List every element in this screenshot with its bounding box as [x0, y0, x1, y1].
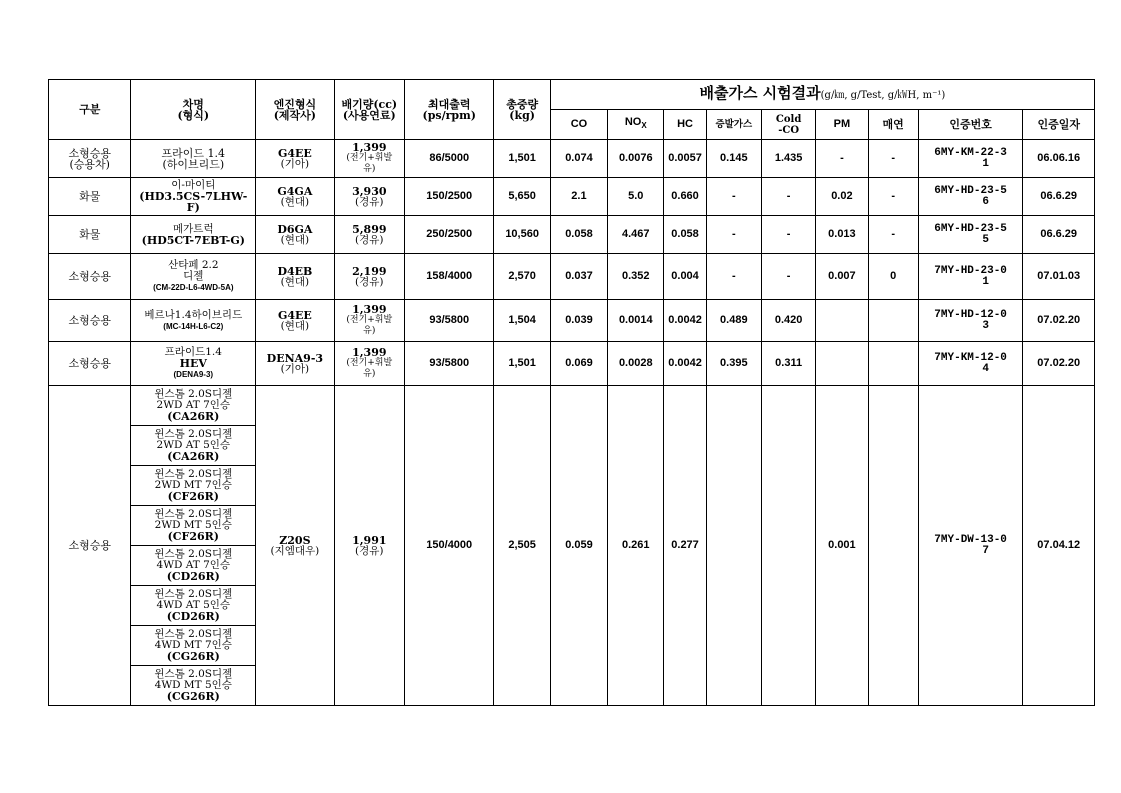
cell-co: 0.058	[550, 216, 607, 254]
cell-cert-date: 06.6.29	[1023, 216, 1095, 254]
cell-name: 윈스톰 2.0S디젤 2WD MT 7인승 (CF26R)	[131, 466, 256, 506]
cell-engine: DENA9-3 (기아)	[256, 342, 334, 386]
cell-engine: G4EE (기아)	[256, 140, 334, 178]
cell-hc: 0.277	[664, 386, 706, 706]
cell-cert-no: 7MY-HD-12-0 3	[918, 300, 1023, 342]
cell-nox: 0.0014	[608, 300, 664, 342]
cell-cert-date: 06.6.29	[1023, 178, 1095, 216]
cell-smoke: 0	[868, 254, 918, 300]
cell-evap: -	[706, 216, 761, 254]
cell-evap: 0.395	[706, 342, 761, 386]
cell-weight: 5,650	[494, 178, 550, 216]
cell-name: 윈스톰 2.0S디젤 4WD MT 7인승 (CG26R)	[131, 626, 256, 666]
cell-pm: 0.001	[816, 386, 868, 706]
cell-category: 소형승용 (승용차)	[49, 140, 131, 178]
cell-cold-co: 0.420	[761, 300, 815, 342]
cell-pm: 0.013	[816, 216, 868, 254]
cell-nox: 4.467	[608, 216, 664, 254]
header-engine: 엔진형식 (제작사)	[256, 80, 334, 140]
cell-smoke: -	[868, 216, 918, 254]
cell-disp: 3,930 (경유)	[334, 178, 404, 216]
cell-category: 화물	[49, 216, 131, 254]
cell-cold-co: -	[761, 254, 815, 300]
cell-name: 윈스톰 2.0S디젤 2WD MT 5인승 (CF26R)	[131, 506, 256, 546]
cell-name: 프라이드1.4 HEV (DENA9-3)	[131, 342, 256, 386]
cell-cert-no: 6MY-HD-23-5 5	[918, 216, 1023, 254]
cell-name: 메가트럭 (HD5CT-7EBT-G)	[131, 216, 256, 254]
cell-cert-no: 7MY-KM-12-0 4	[918, 342, 1023, 386]
cell-pm: 0.02	[816, 178, 868, 216]
cell-cert-date: 06.06.16	[1023, 140, 1095, 178]
header-smoke: 매연	[868, 110, 918, 140]
cell-hc: 0.004	[664, 254, 706, 300]
cell-disp: 1,991 (경유)	[334, 386, 404, 706]
cell-weight: 1,501	[494, 342, 550, 386]
cell-co: 0.059	[550, 386, 607, 706]
cell-nox: 5.0	[608, 178, 664, 216]
cell-pm	[816, 300, 868, 342]
header-co: CO	[550, 110, 607, 140]
header-cold-co: Cold -CO	[761, 110, 815, 140]
cell-engine: G4GA (현대)	[256, 178, 334, 216]
cell-weight: 2,570	[494, 254, 550, 300]
table-row	[49, 216, 1095, 254]
cell-category: 소형승용	[49, 342, 131, 386]
cell-cold-co: -	[761, 178, 815, 216]
cell-name: 윈스톰 2.0S디젤 4WD AT 5인승 (CD26R)	[131, 586, 256, 626]
cell-output: 150/2500	[404, 178, 494, 216]
cell-cold-co: 0.311	[761, 342, 815, 386]
cell-co: 0.039	[550, 300, 607, 342]
cell-nox: 0.0076	[608, 140, 664, 178]
cell-hc: 0.660	[664, 178, 706, 216]
cell-smoke	[868, 342, 918, 386]
cell-smoke	[868, 300, 918, 342]
cell-cert-no: 6MY-KM-22-3 1	[918, 140, 1023, 178]
cell-co: 0.037	[550, 254, 607, 300]
cell-disp: 1,399 (전기+휘발 유)	[334, 300, 404, 342]
cell-co: 0.069	[550, 342, 607, 386]
header-gross-weight: 총중량 (kg)	[494, 80, 550, 140]
cell-weight: 2,505	[494, 386, 550, 706]
cell-name: 윈스톰 2.0S디젤 4WD AT 7인승 (CD26R)	[131, 546, 256, 586]
cell-cold-co: 1.435	[761, 140, 815, 178]
header-hc: HC	[664, 110, 706, 140]
cell-nox: 0.352	[608, 254, 664, 300]
cell-disp: 1,399 (전기+휘발 유)	[334, 342, 404, 386]
cell-smoke: -	[868, 178, 918, 216]
header-nox: $NO_X$	[608, 110, 664, 140]
cell-co: 2.1	[550, 178, 607, 216]
table-row	[49, 342, 1095, 386]
table-row	[49, 254, 1095, 300]
cell-name: 윈스톰 2.0S디젤 2WD AT 7인승 (CA26R)	[131, 386, 256, 426]
cell-engine: G4EE (현대)	[256, 300, 334, 342]
cell-name: 산타페 2.2 디젤 (CM-22D-L6-4WD-5A)	[131, 254, 256, 300]
cell-engine: Z20S (지엠대우)	[256, 386, 334, 706]
table-row	[49, 386, 1095, 426]
header-cert-no: 인증번호	[918, 110, 1023, 140]
table-row	[49, 300, 1095, 342]
header-cert-date: 인증일자	[1023, 110, 1095, 140]
header-results	[550, 80, 1094, 110]
cell-category: 소형승용	[49, 254, 131, 300]
cell-disp: 5,899 (경유)	[334, 216, 404, 254]
cell-engine: D6GA (현대)	[256, 216, 334, 254]
cell-hc: 0.058	[664, 216, 706, 254]
table-row	[49, 140, 1095, 178]
emission-test-table	[48, 79, 1095, 706]
cell-hc: 0.0042	[664, 342, 706, 386]
cell-nox: 0.0028	[608, 342, 664, 386]
cell-cert-date: 07.02.20	[1023, 300, 1095, 342]
cell-pm: 0.007	[816, 254, 868, 300]
cell-hc: 0.0057	[664, 140, 706, 178]
cell-weight: 1,501	[494, 140, 550, 178]
cell-output: 158/4000	[404, 254, 494, 300]
table-row	[49, 178, 1095, 216]
cell-cert-no: 6MY-HD-23-5 6	[918, 178, 1023, 216]
cell-co: 0.074	[550, 140, 607, 178]
cell-evap: 0.145	[706, 140, 761, 178]
cell-output: 250/2500	[404, 216, 494, 254]
cell-cert-no: 7MY-HD-23-0 1	[918, 254, 1023, 300]
cell-cold-co	[761, 386, 815, 706]
cell-evap	[706, 386, 761, 706]
cell-disp: 1,399 (전기+휘발 유)	[334, 140, 404, 178]
cell-nox: 0.261	[608, 386, 664, 706]
cell-engine: D4EB (현대)	[256, 254, 334, 300]
cell-weight: 1,504	[494, 300, 550, 342]
header-category: 구분	[49, 80, 131, 140]
cell-disp: 2,199 (경유)	[334, 254, 404, 300]
cell-pm: -	[816, 140, 868, 178]
results-unit: (g/㎞, g/Test, g/㎾H, m⁻¹)	[820, 90, 946, 101]
cell-evap: -	[706, 178, 761, 216]
cell-weight: 10,560	[494, 216, 550, 254]
cell-output: 93/5800	[404, 342, 494, 386]
cell-output: 150/4000	[404, 386, 494, 706]
cell-cert-no: 7MY-DW-13-0 7	[918, 386, 1023, 706]
header-pm: PM	[816, 110, 868, 140]
cell-cert-date: 07.04.12	[1023, 386, 1095, 706]
cell-category: 소형승용	[49, 386, 131, 706]
cell-evap: 0.489	[706, 300, 761, 342]
cell-category: 소형승용	[49, 300, 131, 342]
cell-category: 화물	[49, 178, 131, 216]
header-max-output: 최대출력 (ps/rpm)	[404, 80, 494, 140]
cell-name: 프라이드 1.4 (하이브리드)	[131, 140, 256, 178]
cell-cert-date: 07.01.03	[1023, 254, 1095, 300]
cell-output: 93/5800	[404, 300, 494, 342]
cell-cert-date: 07.02.20	[1023, 342, 1095, 386]
cell-output: 86/5000	[404, 140, 494, 178]
results-title: 배출가스 시험결과	[699, 84, 821, 102]
header-displacement: 배기량(cc) (사용연료)	[334, 80, 404, 140]
cell-evap: -	[706, 254, 761, 300]
cell-name: 베르나1.4하이브리드 (MC-14H-L6-C2)	[131, 300, 256, 342]
cell-hc: 0.0042	[664, 300, 706, 342]
cell-pm	[816, 342, 868, 386]
cell-smoke: -	[868, 140, 918, 178]
cell-smoke	[868, 386, 918, 706]
cell-name: 이-마이티 (HD3.5CS-7LHW-F)	[131, 178, 256, 216]
cell-name: 윈스톰 2.0S디젤 2WD AT 5인승 (CA26R)	[131, 426, 256, 466]
header-car-name: 차명 (형식)	[131, 80, 256, 140]
cell-cold-co: -	[761, 216, 815, 254]
header-evap: 증발가스	[706, 110, 761, 140]
cell-name: 윈스톰 2.0S디젤 4WD MT 5인승 (CG26R)	[131, 666, 256, 706]
